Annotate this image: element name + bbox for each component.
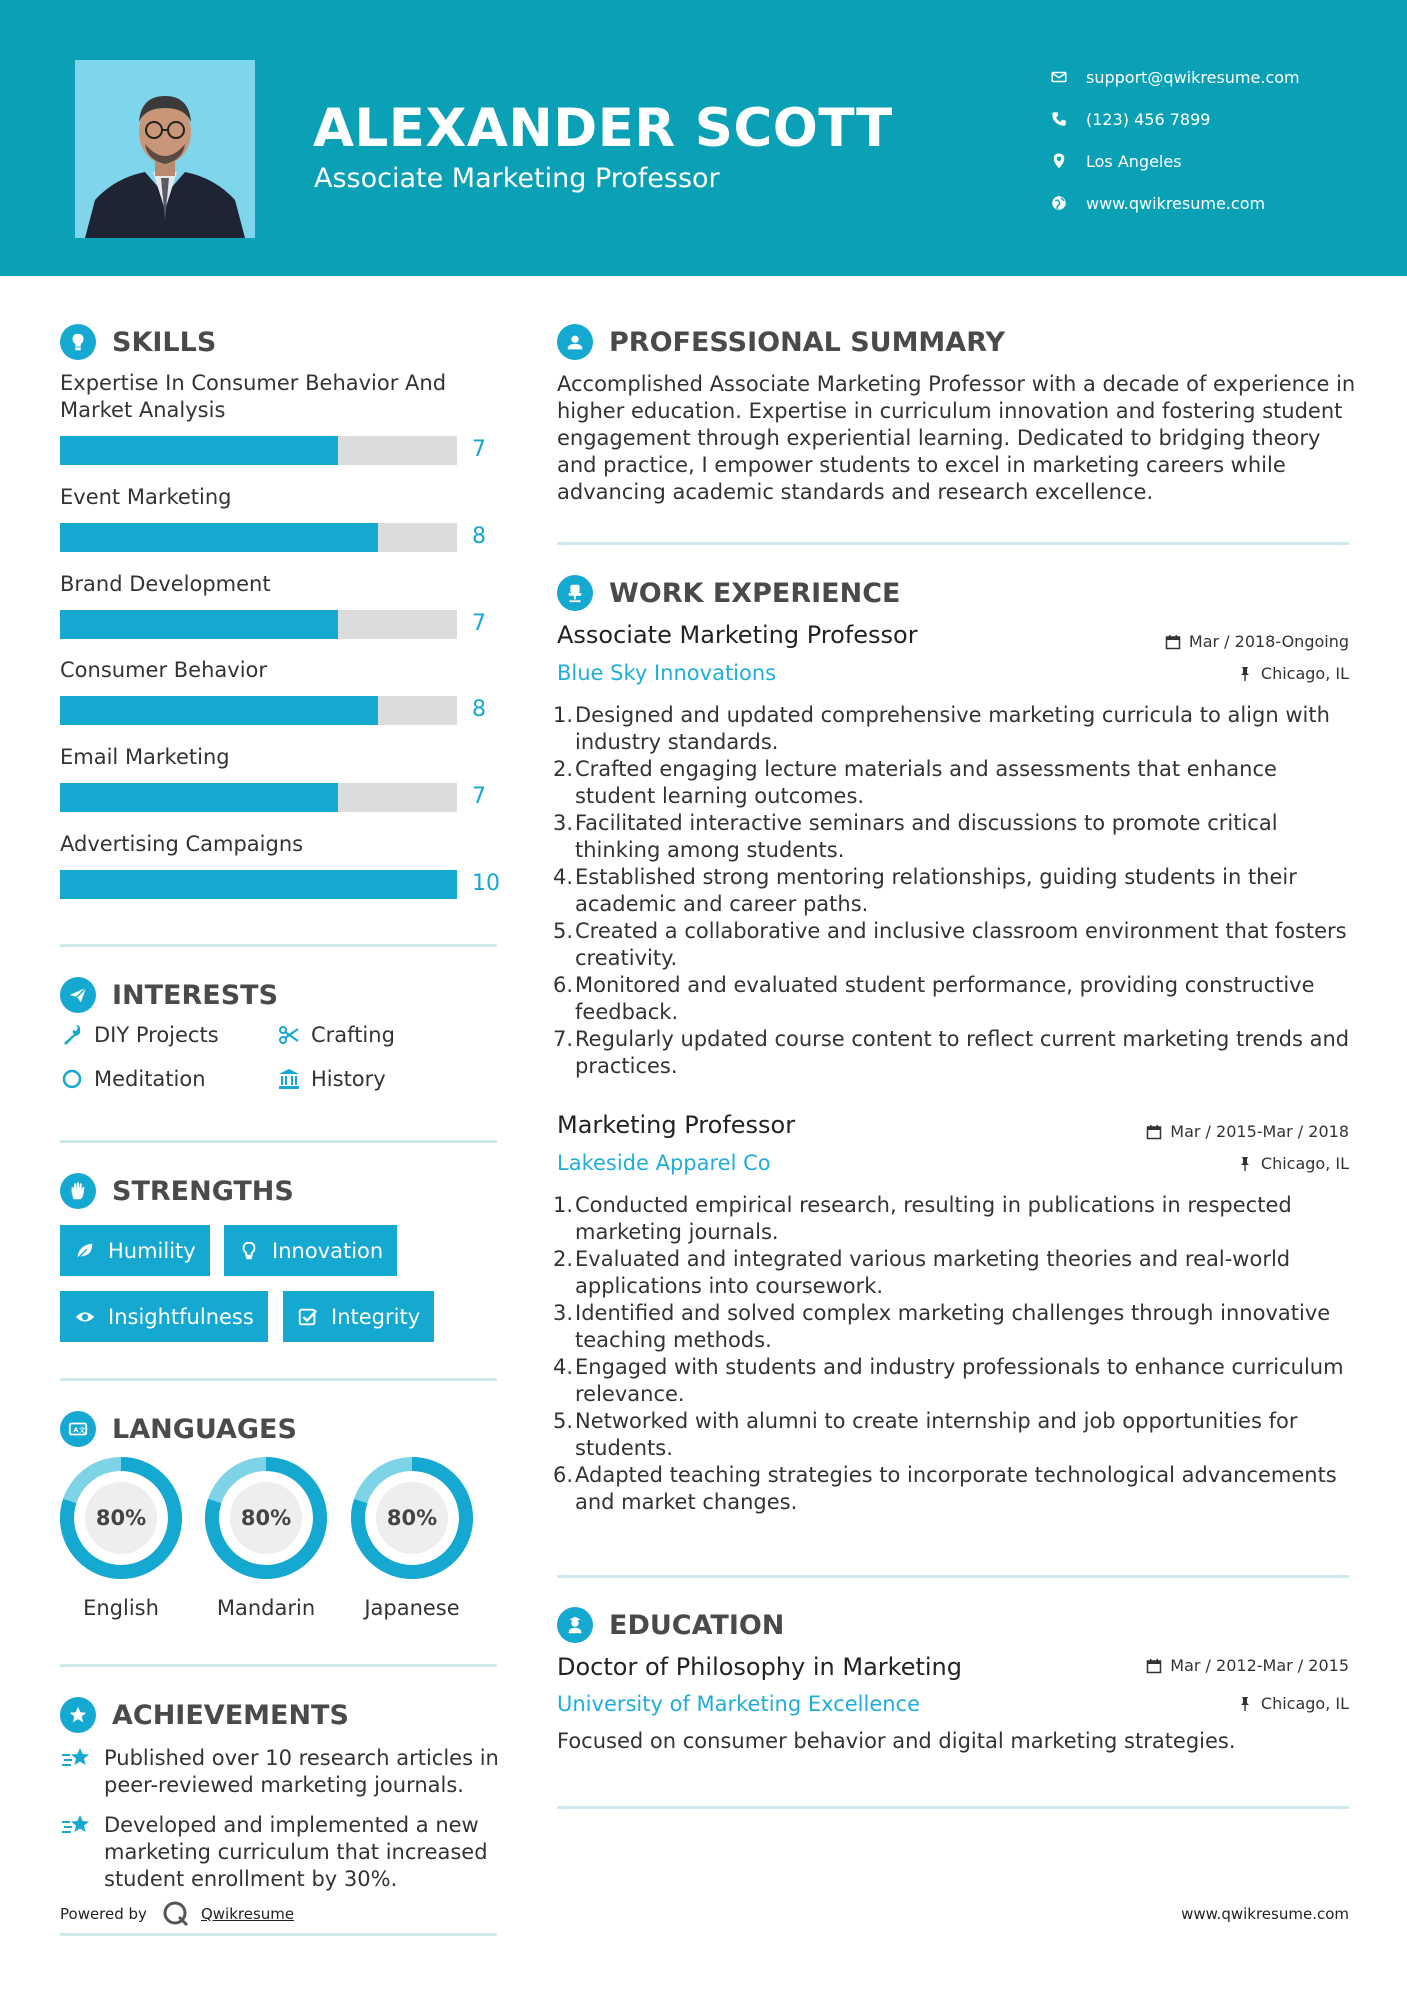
graduate-icon bbox=[557, 1607, 593, 1643]
pushpin-icon bbox=[1237, 1156, 1253, 1172]
job-bullet bbox=[553, 756, 1357, 810]
calendar-icon bbox=[1146, 1658, 1162, 1674]
language-percent: 80% bbox=[240, 1506, 292, 1530]
job-bullets bbox=[553, 1192, 1357, 1516]
skill-value: 8 bbox=[472, 697, 486, 722]
job-bullet bbox=[553, 1408, 1357, 1462]
job-title: Marketing Professor bbox=[557, 1111, 796, 1139]
lightbulb-icon bbox=[60, 324, 96, 360]
contact-email-text: support@qwikresume.com bbox=[1086, 67, 1300, 87]
skill-bar bbox=[60, 783, 457, 812]
section-divider bbox=[557, 542, 1349, 545]
svg-text:A: A bbox=[73, 1425, 79, 1434]
job-dates-text: Mar / 2018-Ongoing bbox=[1188, 632, 1349, 651]
job-bullet bbox=[553, 1246, 1357, 1300]
interest-item bbox=[60, 1067, 206, 1091]
job-location-text: Chicago, IL bbox=[1260, 664, 1349, 683]
contact-phone-text: (123) 456 7899 bbox=[1086, 109, 1211, 129]
language-donut bbox=[204, 1456, 328, 1580]
experience-heading bbox=[557, 575, 900, 611]
bullet-text: Evaluated and integrated various marketing theories and real-world applications into coursework. bbox=[575, 1247, 1291, 1298]
bullet-text: Created a collaborative and inclusive classroom environment that fosters creativity. bbox=[575, 919, 1347, 970]
section-divider bbox=[557, 1575, 1349, 1578]
language-label: Mandarin bbox=[216, 1596, 316, 1620]
strength-label: Humility bbox=[108, 1238, 196, 1263]
circle-icon bbox=[60, 1067, 84, 1091]
education-description: Focused on consumer behavior and digital marketing strategies. bbox=[557, 1729, 1236, 1753]
calendar-icon bbox=[1165, 634, 1181, 650]
interest-item bbox=[277, 1023, 395, 1047]
hand-icon bbox=[60, 1173, 96, 1209]
skill-value: 7 bbox=[472, 437, 486, 462]
skill-bar bbox=[60, 696, 457, 725]
shooting-star-icon bbox=[60, 1812, 94, 1840]
powered-by-text: Powered by bbox=[60, 1905, 147, 1923]
job-bullet bbox=[553, 972, 1357, 1026]
bullet-number: 4. bbox=[553, 865, 574, 889]
skill-bar-fill bbox=[60, 870, 457, 899]
bullet-text: Crafted engaging lecture materials and assessments that enhance student learning outcomes. bbox=[575, 757, 1277, 808]
language-item bbox=[204, 1456, 328, 1620]
bullet-number: 7. bbox=[553, 1027, 574, 1051]
language-icon bbox=[60, 1411, 96, 1447]
globe-icon bbox=[1050, 194, 1068, 212]
job-bullet bbox=[553, 1462, 1357, 1516]
footer-website[interactable]: www.qwikresume.com bbox=[1181, 1905, 1349, 1923]
interest-item bbox=[60, 1023, 219, 1047]
education-dates bbox=[1146, 1656, 1349, 1675]
header-banner bbox=[0, 0, 1407, 276]
education-heading bbox=[557, 1607, 784, 1643]
bullet-number: 3. bbox=[553, 811, 574, 835]
skill-bar-fill bbox=[60, 783, 338, 812]
skill-item bbox=[60, 571, 500, 636]
museum-icon bbox=[277, 1067, 301, 1091]
bullet-text: Adapted teaching strategies to incorporate technological advancements and market changes. bbox=[575, 1463, 1337, 1514]
skill-bar bbox=[60, 610, 457, 639]
bullet-number: 5. bbox=[553, 1409, 574, 1433]
skill-bar-fill bbox=[60, 436, 338, 465]
language-item bbox=[59, 1456, 183, 1620]
skill-label: Email Marketing bbox=[60, 745, 230, 769]
section-divider bbox=[557, 1806, 1349, 1809]
section-divider bbox=[60, 1664, 497, 1667]
scissors-icon bbox=[277, 1023, 301, 1047]
language-percent: 80% bbox=[386, 1506, 438, 1530]
languages-title: LANGUAGES bbox=[112, 1413, 297, 1445]
job-bullet bbox=[553, 1354, 1357, 1408]
job-location-text: Chicago, IL bbox=[1260, 1154, 1349, 1173]
skill-bar bbox=[60, 870, 457, 899]
education-title: EDUCATION bbox=[609, 1609, 785, 1641]
summary-text: Accomplished Associate Marketing Professor with a decade of experience in higher education. Expertise in curriculum innovation and fostering student engagement through experiential learning. Dedicated to bridging theory and practice, I empower students to excel in marketing careers while advancing academic standards and research excellence. bbox=[557, 372, 1356, 504]
job-title: Associate Marketing Professor bbox=[557, 621, 918, 649]
pushpin-icon bbox=[1237, 666, 1253, 682]
job-company: Blue Sky Innovations bbox=[557, 661, 777, 685]
achievements-title: ACHIEVEMENTS bbox=[112, 1699, 349, 1731]
strength-label: Insightfulness bbox=[108, 1304, 254, 1329]
summary-heading bbox=[557, 324, 1005, 360]
job-location bbox=[1237, 1154, 1349, 1173]
language-item bbox=[350, 1456, 474, 1620]
job-dates bbox=[1146, 1122, 1349, 1141]
footer-powered-by bbox=[60, 1899, 294, 1929]
job-company: Lakeside Apparel Co bbox=[557, 1151, 771, 1175]
language-donut bbox=[350, 1456, 474, 1580]
job-bullets bbox=[553, 702, 1357, 1080]
strengths-heading bbox=[60, 1173, 294, 1209]
envelope-icon bbox=[1050, 68, 1068, 86]
skill-label: Event Marketing bbox=[60, 485, 232, 509]
user-icon bbox=[557, 324, 593, 360]
job-bullet bbox=[553, 702, 1357, 756]
skill-value: 7 bbox=[472, 784, 486, 809]
job-dates bbox=[1165, 632, 1349, 651]
job-dates-text: Mar / 2015-Mar / 2018 bbox=[1170, 1122, 1349, 1141]
bullet-text: Regularly updated course content to reflect current marketing trends and practices. bbox=[575, 1027, 1350, 1078]
strength-label: Integrity bbox=[331, 1304, 421, 1329]
skill-value: 7 bbox=[472, 611, 486, 636]
qwikresume-link[interactable]: Qwikresume bbox=[200, 1905, 295, 1923]
section-divider bbox=[60, 1140, 497, 1143]
profile-photo bbox=[75, 60, 255, 238]
bullet-text: Established strong mentoring relationships, guiding students in their academic and career paths. bbox=[575, 865, 1297, 916]
bullet-number: 1. bbox=[553, 1193, 574, 1217]
achievement-text: Published over 10 research articles in peer-reviewed marketing journals. bbox=[104, 1746, 499, 1797]
candidate-role: Associate Marketing Professor bbox=[314, 163, 720, 194]
language-percent: 80% bbox=[95, 1506, 147, 1530]
svg-text:文: 文 bbox=[78, 1425, 86, 1434]
job-bullet bbox=[553, 918, 1357, 972]
job-bullet bbox=[553, 1192, 1357, 1246]
bullet-number: 2. bbox=[553, 757, 574, 781]
summary-title: PROFESSIONAL SUMMARY bbox=[609, 326, 1006, 358]
education-location bbox=[1237, 1694, 1349, 1713]
job-bullet bbox=[553, 810, 1357, 864]
contact-phone[interactable] bbox=[1050, 98, 1300, 140]
wrench-icon bbox=[60, 1023, 84, 1047]
bullet-text: Facilitated interactive seminars and discussions to promote critical thinking among students. bbox=[575, 811, 1278, 862]
interests-heading bbox=[60, 977, 278, 1013]
bullet-text: Conducted empirical research, resulting in publications in respected marketing journals. bbox=[575, 1193, 1292, 1244]
achievement-text: Developed and implemented a new marketing curriculum that increased student enrollment by 30%. bbox=[104, 1813, 488, 1891]
contact-location-text: Los Angeles bbox=[1086, 151, 1182, 171]
interest-label: Crafting bbox=[311, 1023, 395, 1047]
paper-plane-icon bbox=[60, 977, 96, 1013]
bullet-text: Identified and solved complex marketing challenges through innovative teaching methods. bbox=[575, 1301, 1331, 1352]
bullet-text: Designed and updated comprehensive marketing curricula to align with industry standards. bbox=[575, 703, 1330, 754]
skill-item bbox=[60, 484, 500, 549]
bullet-number: 3. bbox=[553, 1301, 574, 1325]
bullet-text: Monitored and evaluated student performance, providing constructive feedback. bbox=[575, 973, 1315, 1024]
interest-label: DIY Projects bbox=[94, 1023, 219, 1047]
contact-list bbox=[1050, 56, 1300, 224]
achievement-item bbox=[60, 1812, 500, 1893]
language-label: Japanese bbox=[364, 1596, 460, 1620]
shooting-star-icon bbox=[60, 1745, 94, 1773]
skills-heading bbox=[60, 324, 216, 360]
skill-label: Advertising Campaigns bbox=[60, 832, 304, 856]
check-square-icon bbox=[297, 1306, 319, 1328]
contact-email[interactable] bbox=[1050, 56, 1300, 98]
bullet-number: 6. bbox=[553, 973, 574, 997]
language-label: English bbox=[83, 1596, 159, 1620]
achievements-heading bbox=[60, 1697, 349, 1733]
bullet-number: 2. bbox=[553, 1247, 574, 1271]
skill-value: 8 bbox=[472, 524, 486, 549]
calendar-icon bbox=[1146, 1124, 1162, 1140]
contact-website-text: www.qwikresume.com bbox=[1086, 193, 1266, 213]
strength-tag bbox=[60, 1225, 210, 1276]
interests-title: INTERESTS bbox=[112, 979, 279, 1011]
education-school: University of Marketing Excellence bbox=[557, 1692, 921, 1716]
strength-tag bbox=[224, 1225, 397, 1276]
candidate-name: ALEXANDER SCOTT bbox=[313, 98, 893, 159]
skill-bar-fill bbox=[60, 610, 338, 639]
skill-item bbox=[60, 370, 500, 462]
star-badge-icon bbox=[60, 1697, 96, 1733]
strength-tag bbox=[60, 1291, 268, 1342]
skill-label: Expertise In Consumer Behavior And Market Analysis bbox=[60, 371, 447, 422]
section-divider bbox=[60, 1933, 497, 1936]
skill-value: 10 bbox=[472, 871, 500, 896]
skills-title: SKILLS bbox=[112, 326, 217, 358]
education-degree: Doctor of Philosophy in Marketing bbox=[557, 1653, 962, 1681]
skill-bar-fill bbox=[60, 696, 378, 725]
strengths-title: STRENGTHS bbox=[112, 1175, 294, 1207]
job-bullet bbox=[553, 1300, 1357, 1354]
job-bullet bbox=[553, 1026, 1357, 1080]
language-donut bbox=[59, 1456, 183, 1580]
contact-website[interactable] bbox=[1050, 182, 1300, 224]
skill-item bbox=[60, 657, 500, 722]
contact-location bbox=[1050, 140, 1300, 182]
interest-label: Meditation bbox=[94, 1067, 206, 1091]
skill-bar bbox=[60, 523, 457, 552]
interest-item bbox=[277, 1067, 386, 1091]
strength-tag bbox=[283, 1291, 434, 1342]
experience-title: WORK EXPERIENCE bbox=[609, 577, 901, 609]
education-location-text: Chicago, IL bbox=[1260, 1694, 1349, 1713]
lightbulb-icon bbox=[238, 1240, 260, 1262]
achievement-item bbox=[60, 1745, 500, 1799]
section-divider bbox=[60, 1378, 497, 1381]
bullet-number: 6. bbox=[553, 1463, 574, 1487]
bullet-number: 4. bbox=[553, 1355, 574, 1379]
bullet-number: 1. bbox=[553, 703, 574, 727]
pushpin-icon bbox=[1237, 1696, 1253, 1712]
strength-label: Innovation bbox=[272, 1238, 384, 1263]
skill-label: Brand Development bbox=[60, 572, 271, 596]
bullet-text: Engaged with students and industry professionals to enhance curriculum relevance. bbox=[575, 1355, 1344, 1406]
interest-label: History bbox=[311, 1067, 386, 1091]
section-divider bbox=[60, 944, 497, 947]
eye-icon bbox=[74, 1306, 96, 1328]
skill-label: Consumer Behavior bbox=[60, 658, 268, 682]
education-dates-text: Mar / 2012-Mar / 2015 bbox=[1170, 1656, 1349, 1675]
skill-item bbox=[60, 744, 500, 809]
skill-bar bbox=[60, 436, 457, 465]
bullet-number: 5. bbox=[553, 919, 574, 943]
leaf-icon bbox=[74, 1240, 96, 1262]
map-marker-icon bbox=[1050, 152, 1068, 170]
bullet-text: Networked with alumni to create internship and job opportunities for students. bbox=[575, 1409, 1298, 1460]
job-bullet bbox=[553, 864, 1357, 918]
office-chair-icon bbox=[557, 575, 593, 611]
job-location bbox=[1237, 664, 1349, 683]
languages-heading bbox=[60, 1411, 297, 1447]
skill-item bbox=[60, 831, 500, 896]
phone-icon bbox=[1050, 110, 1068, 128]
skill-bar-fill bbox=[60, 523, 378, 552]
qwikresume-logo-icon bbox=[161, 1899, 191, 1929]
